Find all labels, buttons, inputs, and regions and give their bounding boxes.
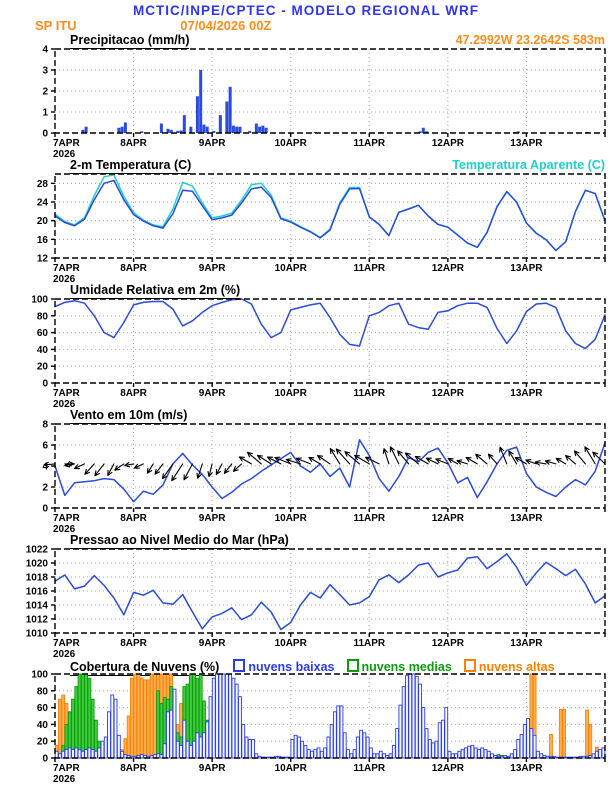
svg-text:9APR: 9APR <box>198 263 226 274</box>
svg-text:8: 8 <box>42 419 48 431</box>
svg-text:12APR: 12APR <box>431 763 464 774</box>
svg-text:80: 80 <box>36 686 48 698</box>
legend-item-low-clouds <box>233 658 334 675</box>
svg-text:2026: 2026 <box>53 149 76 160</box>
svg-text:60: 60 <box>36 328 48 340</box>
svg-text:12APR: 12APR <box>431 388 464 399</box>
wind-chart <box>0 419 612 535</box>
svg-text:9APR: 9APR <box>198 763 226 774</box>
svg-text:9APR: 9APR <box>198 388 226 399</box>
svg-text:1020: 1020 <box>25 558 48 570</box>
svg-text:100: 100 <box>31 669 48 681</box>
apparent-temperature-label: Temperatura Aparente (C) <box>452 158 605 172</box>
svg-text:12: 12 <box>36 253 48 265</box>
svg-text:11APR: 11APR <box>353 138 386 149</box>
svg-text:80: 80 <box>36 311 48 323</box>
temperature-chart <box>0 173 612 283</box>
svg-text:4: 4 <box>42 44 48 56</box>
svg-text:9APR: 9APR <box>198 513 226 524</box>
station-label: SP ITU <box>35 18 77 33</box>
svg-text:10APR: 10APR <box>274 138 307 149</box>
svg-text:1014: 1014 <box>25 600 48 612</box>
precipitation-chart <box>0 44 612 160</box>
svg-text:20: 20 <box>36 736 48 748</box>
cloud-title-row <box>0 658 612 673</box>
run-datetime: 07/04/2026 00Z <box>180 18 272 33</box>
svg-text:13APR: 13APR <box>510 513 543 524</box>
svg-text:9APR: 9APR <box>198 638 226 649</box>
svg-text:13APR: 13APR <box>510 388 543 399</box>
svg-text:10APR: 10APR <box>274 263 307 274</box>
low-clouds-label: nuvens baixas <box>248 660 335 674</box>
svg-text:10APR: 10APR <box>274 388 307 399</box>
svg-text:2: 2 <box>42 86 48 98</box>
svg-text:2026: 2026 <box>53 774 76 785</box>
svg-text:24: 24 <box>36 197 48 209</box>
cloud-cover-title: Cobertura de Nuvens (%) <box>70 660 220 674</box>
svg-text:7APR: 7APR <box>53 638 80 649</box>
legend-item-high-clouds <box>464 658 555 675</box>
panel-humidity <box>0 283 612 408</box>
svg-text:12APR: 12APR <box>431 263 464 274</box>
svg-text:1016: 1016 <box>25 586 48 598</box>
svg-text:11APR: 11APR <box>353 263 386 274</box>
humidity-chart <box>0 294 612 410</box>
svg-text:10APR: 10APR <box>274 513 307 524</box>
high-clouds-swatch-icon <box>464 659 476 672</box>
svg-text:0: 0 <box>42 378 48 390</box>
panel-precipitation <box>0 33 612 158</box>
svg-text:1010: 1010 <box>25 628 48 640</box>
svg-text:9APR: 9APR <box>198 138 226 149</box>
svg-text:8APR: 8APR <box>120 638 147 649</box>
svg-text:28: 28 <box>36 178 48 190</box>
svg-text:7APR: 7APR <box>53 263 80 274</box>
mid-clouds-swatch-icon <box>347 659 359 672</box>
wind-title-row <box>0 408 612 423</box>
svg-text:1022: 1022 <box>25 544 48 556</box>
low-clouds-swatch-icon <box>233 659 245 672</box>
svg-text:40: 40 <box>36 719 48 731</box>
svg-text:8APR: 8APR <box>120 763 147 774</box>
svg-text:11APR: 11APR <box>353 388 386 399</box>
cloud-cover-chart <box>0 669 612 785</box>
svg-text:12APR: 12APR <box>431 638 464 649</box>
svg-text:13APR: 13APR <box>510 763 543 774</box>
svg-text:12APR: 12APR <box>431 513 464 524</box>
panel-cloud-cover <box>0 658 612 783</box>
panel-pressure <box>0 533 612 658</box>
high-clouds-label: nuvens altas <box>478 660 555 674</box>
svg-text:11APR: 11APR <box>353 513 386 524</box>
page-header <box>0 3 612 33</box>
pressure-chart <box>0 544 612 660</box>
svg-text:10APR: 10APR <box>274 763 307 774</box>
wind-title: Vento em 10m (m/s) <box>70 408 188 422</box>
svg-text:12APR: 12APR <box>431 138 464 149</box>
panel-temperature <box>0 158 612 283</box>
location-coords: 47.2992W 23.2642S 583m <box>455 33 605 47</box>
cloud-legend <box>233 658 554 675</box>
svg-text:11APR: 11APR <box>353 638 386 649</box>
svg-text:7APR: 7APR <box>53 763 80 774</box>
svg-text:0: 0 <box>42 753 48 765</box>
svg-text:20: 20 <box>36 216 48 228</box>
humidity-title: Umidade Relativa em 2m (%) <box>70 283 241 297</box>
legend-item-mid-clouds <box>347 658 452 675</box>
svg-text:2: 2 <box>42 482 48 494</box>
pressure-title: Pressao ao Nivel Medio do Mar (hPa) <box>70 533 289 547</box>
svg-text:8APR: 8APR <box>120 263 147 274</box>
mid-clouds-label: nuvens medias <box>361 660 452 674</box>
svg-text:8APR: 8APR <box>120 513 147 524</box>
svg-text:40: 40 <box>36 344 48 356</box>
svg-text:13APR: 13APR <box>510 263 543 274</box>
svg-text:0: 0 <box>42 503 48 515</box>
svg-text:13APR: 13APR <box>510 638 543 649</box>
svg-text:2026: 2026 <box>53 524 76 535</box>
svg-text:8APR: 8APR <box>120 388 147 399</box>
precipitation-title-row <box>0 33 612 48</box>
svg-text:0: 0 <box>42 128 48 140</box>
svg-text:11APR: 11APR <box>353 763 386 774</box>
svg-text:100: 100 <box>31 294 48 306</box>
pressure-title-row <box>0 533 612 548</box>
header-subrow <box>0 18 612 33</box>
svg-text:7APR: 7APR <box>53 513 80 524</box>
precipitation-title: Precipitacao (mm/h) <box>70 33 190 47</box>
temperature-title-row <box>0 158 612 173</box>
page-title: MCTIC/INPE/CPTEC - MODELO REGIONAL WRF <box>133 3 479 18</box>
temperature-title: 2-m Temperatura (C) <box>70 158 192 172</box>
svg-text:6: 6 <box>42 440 48 452</box>
humidity-title-row <box>0 283 612 298</box>
svg-text:1018: 1018 <box>25 572 48 584</box>
svg-text:3: 3 <box>42 65 48 77</box>
svg-text:20: 20 <box>36 361 48 373</box>
panel-wind <box>0 408 612 533</box>
svg-text:60: 60 <box>36 703 48 715</box>
svg-text:7APR: 7APR <box>53 388 80 399</box>
svg-text:2026: 2026 <box>53 399 76 410</box>
svg-text:4: 4 <box>42 461 48 473</box>
svg-text:7APR: 7APR <box>53 138 80 149</box>
svg-text:10APR: 10APR <box>274 638 307 649</box>
svg-text:2026: 2026 <box>53 274 76 285</box>
svg-text:2026: 2026 <box>53 649 76 660</box>
svg-text:13APR: 13APR <box>510 138 543 149</box>
svg-text:1012: 1012 <box>25 614 48 626</box>
svg-text:16: 16 <box>36 234 48 246</box>
svg-text:8APR: 8APR <box>120 138 147 149</box>
svg-text:1: 1 <box>42 107 48 119</box>
